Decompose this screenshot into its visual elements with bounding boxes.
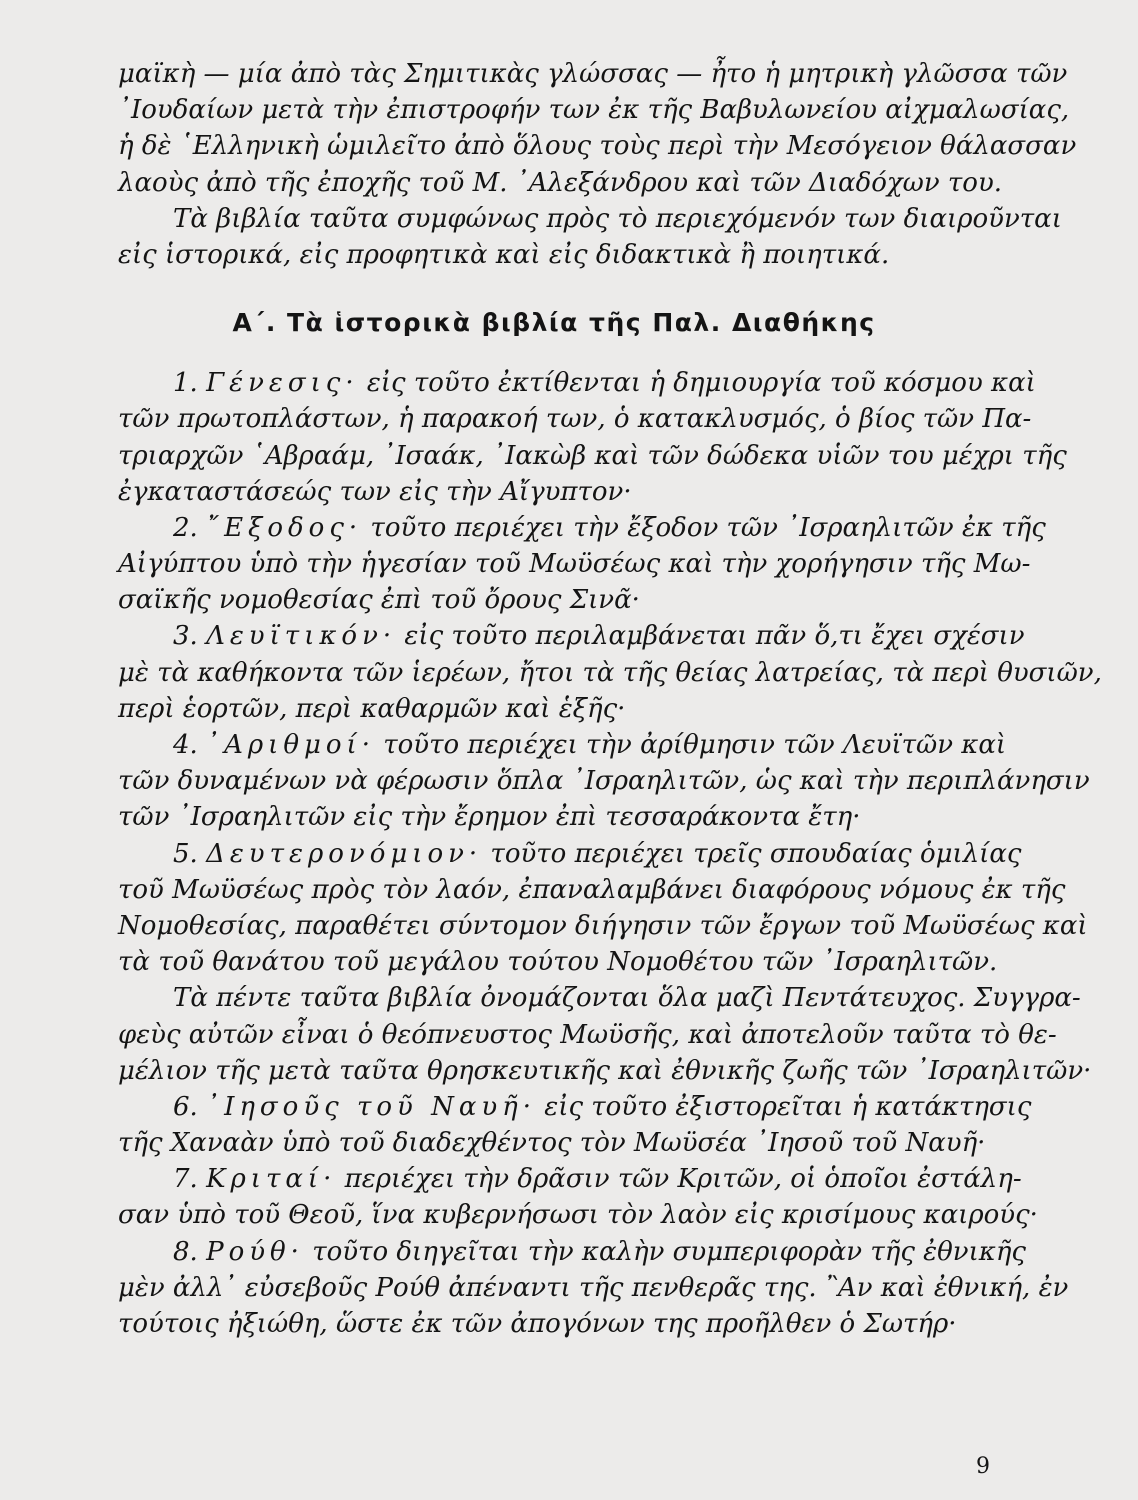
item-first-line: [118, 510, 1046, 546]
text-line: ἡ δὲ ῾Ελληνικὴ ὡμιλεῖτο ἀπὸ ὅλους τοὺς περὶ τὴν Μεσόγειον θάλασσαν: [118, 131, 1077, 162]
book-title: ᾿Αριθμοί·: [206, 730, 375, 760]
text-line: μέλιον τῆς μετὰ ταῦτα θρησκευτικῆς καὶ ἐθνικῆς ζωῆς τῶν ᾿Ισραηλιτῶν·: [118, 1055, 1092, 1086]
item-lead-text: εἰς τοῦτο περιλαμβάνεται πᾶν ὅ,τι ἔχει σχέσιν: [396, 621, 1025, 652]
item-number: 2.: [173, 512, 207, 543]
item-first-line: [118, 1234, 1026, 1270]
text-line: τῶν ᾿Ισραηλιτῶν εἰς τὴν ἔρημον ἐπὶ τεσσαράκοντα ἔτη·: [118, 802, 861, 833]
text-line: Τὰ πέντε ταῦτα βιβλία ὀνομάζονται ὅλα μαζὶ Πεντάτευχος. Συγγρα-: [173, 983, 1081, 1014]
item-lead-text: εἰς τοῦτο ἐκτίθενται ἡ δημιουργία τοῦ κόσμου καὶ: [358, 368, 1036, 399]
item-number: 1.: [173, 368, 207, 399]
text-line: τοῦ Μωϋσέως πρὸς τὸν λαόν, ἐπαναλαμβάνει διαφόρους νόμους ἐκ τῆς: [118, 874, 1066, 905]
item-first-line: [118, 727, 1007, 763]
item-first-line: [118, 618, 1025, 654]
text-line: ᾿Ιουδαίων μετὰ τὴν ἐπιστροφήν των ἐκ τῆς Βαβυλωνείου αἰχμαλωσίας,: [118, 95, 1070, 126]
item-number: 7.: [173, 1164, 207, 1195]
item-number: 8.: [173, 1236, 207, 1267]
item-number: 4.: [173, 730, 207, 760]
item-first-line: [118, 1089, 1032, 1125]
text-line: εἰς ἱστορικά, εἰς προφητικὰ καὶ εἰς διδακτικὰ ἢ ποιητικά.: [118, 239, 890, 270]
item-number: 3.: [173, 621, 207, 652]
book-title: ῎Εξοδος·: [206, 512, 363, 543]
item-lead-text: τοῦτο περιέχει τρεῖς σπουδαίας ὁμιλίας: [482, 838, 1022, 869]
text-line: τὰ τοῦ θανάτου τοῦ μεγάλου τούτου Νομοθέτου τῶν ᾿Ισραηλιτῶν.: [118, 947, 998, 978]
page-body: [118, 56, 1102, 1342]
book-title: Ρούθ·: [206, 1236, 304, 1267]
item-number: 5.: [173, 838, 207, 869]
text-line: τούτοις ἠξιώθη, ὥστε ἐκ τῶν ἀπογόνων της προῆλθεν ὁ Σωτήρ·: [118, 1309, 957, 1339]
text-line: ἐγκαταστάσεώς των εἰς τὴν Αἴγυπτον·: [118, 476, 632, 507]
section-heading: Α΄. Τὰ ἱστορικὰ βιβλία τῆς Παλ. Διαθήκης: [232, 308, 876, 338]
item-lead-text: τοῦτο περιέχει τὴν ἀρίθμησιν τῶν Λευϊτῶν καὶ: [375, 730, 1007, 760]
item-first-line: [118, 365, 1036, 401]
text-line: τῶν πρωτοπλάστων, ἡ παρακοή των, ὁ κατακλυσμός, ὁ βίος τῶν Πα-: [118, 404, 1032, 435]
book-title: Λευϊτικόν·: [206, 621, 397, 652]
item-lead-text: τοῦτο διηγεῖται τὴν καλὴν συμπεριφορὰν τῆς ἐθνικῆς: [303, 1236, 1026, 1267]
text-line: Αἰγύπτου ὑπὸ τὴν ἡγεσίαν τοῦ Μωϋσέως καὶ τὴν χορήγησιν τῆς Μω-: [118, 549, 1031, 580]
item-first-line: [118, 1161, 1022, 1197]
item-lead-text: εἰς τοῦτο ἐξιστορεῖται ἡ κατάκτησις: [536, 1091, 1032, 1122]
item-lead-text: τοῦτο περιέχει τὴν ἔξοδον τῶν ᾿Ισραηλιτῶν ἐκ τῆς: [362, 512, 1046, 543]
text-line: τῶν δυναμένων νὰ φέρωσιν ὅπλα ᾿Ισραηλιτῶν, ὡς καὶ τὴν περιπλάνησιν: [118, 766, 1090, 797]
text-line: μαϊκὴ — μία ἀπὸ τὰς Σημιτικὰς γλώσσας — ἦτο ἡ μητρικὴ γλῶσσα τῶν: [118, 59, 1068, 89]
item-number: 6.: [173, 1091, 207, 1122]
book-title: ᾿Ιησοῦς τοῦ Ναυῆ·: [206, 1091, 537, 1122]
item-lead-text: περιέχει τὴν δρᾶσιν τῶν Κριτῶν, οἱ ὁποῖοι ἐστάλη-: [336, 1164, 1022, 1195]
book-title: Δευτερονόμιον·: [206, 838, 483, 869]
text-line: τριαρχῶν ῾Αβραάμ, ᾿Ισαάκ, ᾿Ιακὼβ καὶ τῶν δώδεκα υἱῶν του μέχρι τῆς: [118, 440, 1067, 471]
text-line: σαϊκῆς νομοθεσίας ἐπὶ τοῦ ὄρους Σινᾶ·: [118, 585, 640, 616]
page-number: 9: [976, 1454, 990, 1479]
text-line: φεὺς αὐτῶν εἶναι ὁ θεόπνευστος Μωϋσῆς, καὶ ἀποτελοῦν ταῦτα τὸ θε-: [118, 1019, 1057, 1050]
text-line: περὶ ἑορτῶν, περὶ καθαρμῶν καὶ ἑξῆς·: [118, 693, 626, 724]
text-line: σαν ὑπὸ τοῦ Θεοῦ, ἵνα κυβερνήσωσι τὸν λαὸν εἰς κρισίμους καιρούς·: [118, 1200, 1038, 1231]
text-line: Τὰ βιβλία ταῦτα συμφώνως πρὸς τὸ περιεχόμενόν των διαιροῦνται: [173, 203, 1062, 234]
text-line: μὲ τὰ καθήκοντα τῶν ἱερέων, ἤτοι τὰ τῆς θείας λατρείας, τὰ περὶ θυσιῶν,: [118, 657, 1102, 688]
book-title: Κριταί·: [206, 1164, 337, 1195]
text-line: μὲν ἀλλ᾿ εὐσεβοῦς Ρούθ ἀπέναντι τῆς πενθερᾶς της. ῍Αν καὶ ἐθνική, ἐν: [118, 1272, 1069, 1303]
text-line: Νομοθεσίας, παραθέτει σύντομον διήγησιν τῶν ἔργων τοῦ Μωϋσέως καὶ: [118, 910, 1088, 941]
item-first-line: [118, 836, 1022, 872]
book-title: Γένεσις·: [206, 368, 359, 399]
text-line: τῆς Χαναὰν ὑπὸ τοῦ διαδεχθέντος τὸν Μωϋσέα ᾿Ιησοῦ τοῦ Ναυῆ·: [118, 1128, 986, 1159]
text-line: λαοὺς ἀπὸ τῆς ἐποχῆς τοῦ Μ. ᾿Αλεξάνδρου καὶ τῶν Διαδόχων του.: [118, 167, 1003, 198]
